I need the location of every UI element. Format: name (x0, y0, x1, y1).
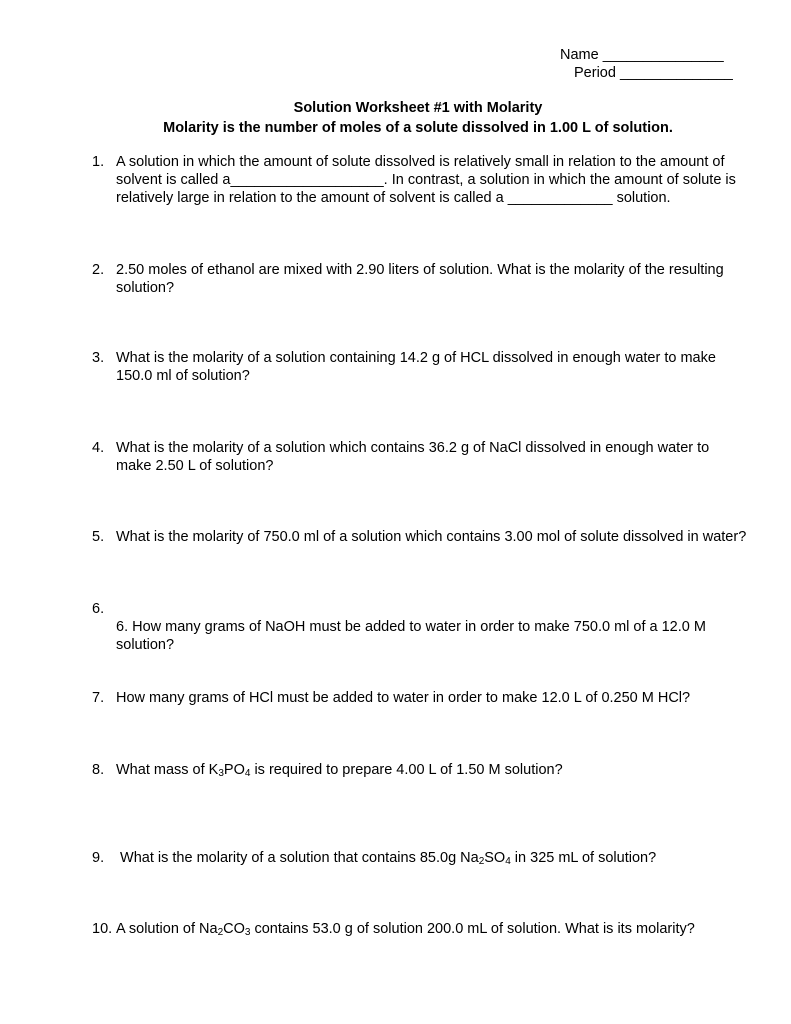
question-text: What is the molarity of a solution which contains 36.2 g of NaCl dissolved in enough water to make 2.50 L of solution? (116, 440, 710, 474)
question-text: A solution in which the amount of solute dissolved is relatively small in relation to the amount of solvent is called a___________________. In contrast, a solution in which the amount of solute is relatively large in relation to the amount of solvent is called a _____________ solution. (116, 154, 736, 206)
question-number: 8. (92, 762, 105, 778)
worksheet-subtitle: Molarity is the number of moles of a solute dissolved in 1.00 L of solution. (163, 120, 673, 136)
question-number: 10. (92, 921, 113, 937)
question-text: What is the molarity of a solution containing 14.2 g of HCL dissolved in enough water to make 150.0 ml of solution? (116, 350, 716, 384)
question-number: 6. (92, 601, 105, 617)
worksheet-title: Solution Worksheet #1 with Molarity (293, 100, 543, 116)
question-text: What mass of $K_3PO_4$ is required to prepare 4.00 L of 1.50 M solution? (116, 762, 563, 779)
question-text: 6. How many grams of NaOH must be added to water in order to make 750.0 ml of a 12.0 M solution? (116, 619, 706, 653)
question-text: What is the molarity of 750.0 ml of a solution which contains 3.00 mol of solute dissolved in water? (116, 529, 747, 545)
question-number: 1. (92, 154, 105, 170)
question-number: 2. (92, 262, 105, 278)
period-field-label: Period ______________ (574, 65, 733, 81)
question-text: What is the molarity of a solution that contains 85.0g $Na_2SO_4$ in 325 mL of solution? (116, 850, 657, 867)
question-number: 5. (92, 529, 105, 545)
question-number: 9. (92, 850, 105, 866)
question-number: 4. (92, 440, 105, 456)
question-text: How many grams of HCl must be added to water in order to make 12.0 L of 0.250 M HCl? (116, 690, 691, 706)
question-text: 2.50 moles of ethanol are mixed with 2.90 liters of solution. What is the molarity of the resulting solution? (116, 262, 724, 296)
question-number: 7. (92, 690, 105, 706)
name-field-label: Name _______________ (560, 47, 724, 63)
question-text: A solution of $Na_2CO_3$ contains 53.0 g of solution 200.0 mL of solution. What is its molarity? (116, 921, 695, 938)
question-number: 3. (92, 350, 105, 366)
